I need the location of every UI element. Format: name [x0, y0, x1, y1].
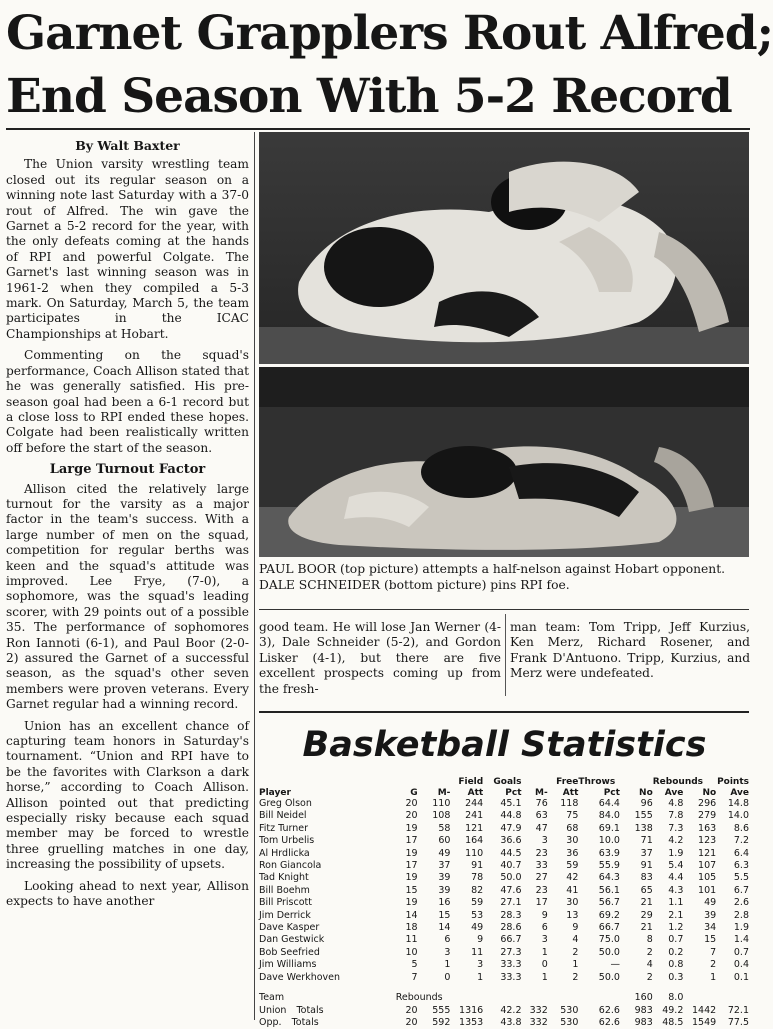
- player-name: Jim Derrick: [259, 910, 396, 922]
- totals-cell: 72.1: [716, 1005, 749, 1017]
- totals-team: Opp.: [259, 1017, 282, 1028]
- column-header: Pct: [578, 788, 620, 799]
- stat-cell: 7: [683, 947, 716, 959]
- player-name: Tom Urbelis: [259, 835, 396, 847]
- stat-cell: 84.0: [578, 810, 620, 822]
- player-name: Dave Werkhoven: [259, 972, 396, 984]
- team-rebounds-ave: 8.0: [653, 992, 684, 1004]
- stat-cell: 9: [522, 910, 548, 922]
- totals-word: Totals: [296, 1005, 323, 1016]
- totals-cell: 48.5: [653, 1017, 684, 1029]
- stat-cell: 59: [548, 860, 579, 872]
- wrestling-photo-bottom: [259, 367, 749, 557]
- column-header: Pct: [483, 788, 521, 799]
- stat-cell: 64.3: [578, 872, 620, 884]
- stat-cell: 16: [418, 897, 451, 909]
- stat-cell: 0: [522, 959, 548, 971]
- totals-cell: 42.2: [483, 1005, 521, 1017]
- stat-cell: 91: [450, 860, 483, 872]
- stat-cell: 107: [683, 860, 716, 872]
- stat-cell: 10: [396, 947, 418, 959]
- stat-cell: 2.6: [716, 897, 749, 909]
- stat-cell: 23: [522, 848, 548, 860]
- stat-cell: 10.0: [578, 835, 620, 847]
- stat-cell: 63.9: [578, 848, 620, 860]
- player-name: Bill Boehm: [259, 885, 396, 897]
- stat-cell: 0.3: [653, 972, 684, 984]
- table-row: [259, 972, 749, 984]
- stat-cell: 21: [620, 922, 653, 934]
- stat-cell: 2: [548, 947, 579, 959]
- stat-cell: 0: [418, 972, 451, 984]
- stat-cell: 0.1: [716, 972, 749, 984]
- stat-cell: 8: [620, 934, 653, 946]
- stat-cell: 71: [620, 835, 653, 847]
- totals-cell: 1549: [683, 1017, 716, 1029]
- stat-cell: 15: [683, 934, 716, 946]
- totals-cell: 530: [548, 1005, 579, 1017]
- stat-cell: 3: [522, 934, 548, 946]
- stat-cell: 7.2: [716, 835, 749, 847]
- table-row: [259, 835, 749, 847]
- totals-label: [259, 1005, 396, 1017]
- totals-cell: 1316: [450, 1005, 483, 1017]
- stats-header-row: [259, 788, 749, 799]
- stat-cell: 59: [450, 897, 483, 909]
- stat-cell: 41: [548, 885, 579, 897]
- stat-cell: 6: [418, 934, 451, 946]
- stat-cell: 121: [683, 848, 716, 860]
- stat-cell: 49: [683, 897, 716, 909]
- totals-cell: 43.8: [483, 1017, 521, 1029]
- stat-cell: 4.3: [653, 885, 684, 897]
- stat-cell: 7: [396, 972, 418, 984]
- stat-cell: 20: [396, 810, 418, 822]
- table-row: [259, 860, 749, 872]
- totals-label: [259, 1017, 396, 1029]
- stat-cell: 110: [450, 848, 483, 860]
- table-row: [259, 798, 749, 810]
- column-header: M-: [418, 788, 451, 799]
- stat-cell: 1: [683, 972, 716, 984]
- team-rebounds-row: [259, 992, 749, 1004]
- headline-rule: [6, 128, 750, 130]
- totals-team: Union: [259, 1005, 286, 1016]
- player-name: Dan Gestwick: [259, 934, 396, 946]
- stat-cell: 20: [396, 798, 418, 810]
- stat-cell: 15: [418, 910, 451, 922]
- stat-cell: —: [578, 959, 620, 971]
- stat-cell: 42: [548, 872, 579, 884]
- article-paragraph: good team. He will lose Jan Werner (4-3), Dale Schneider (5-2), and Gordon Lisker (4-1), but there are five excellent prospects coming up from the fresh-: [259, 620, 501, 697]
- stat-cell: 241: [450, 810, 483, 822]
- totals-row: [259, 1017, 749, 1029]
- stat-cell: 55.9: [578, 860, 620, 872]
- player-name: Ron Giancola: [259, 860, 396, 872]
- stat-cell: 75: [548, 810, 579, 822]
- article-paragraph: Commenting on the squad's performance, Coach Allison stated that he was generally satisfied. His pre-season goal had been a 6-1 record but a close loss to RPI ended these hopes. Colgate had been realistically written off before the start of the season.: [6, 348, 249, 456]
- header-group-rebounds: Rebounds: [653, 777, 684, 788]
- table-row: [259, 910, 749, 922]
- stats-title: Basketball Statistics: [262, 717, 747, 773]
- stat-cell: 2: [620, 947, 653, 959]
- table-row: [259, 922, 749, 934]
- stat-cell: 4: [620, 959, 653, 971]
- stat-cell: 9: [548, 922, 579, 934]
- totals-cell: 555: [418, 1005, 451, 1017]
- stat-cell: 101: [683, 885, 716, 897]
- stat-cell: 23: [522, 885, 548, 897]
- article-continued-column: [510, 620, 750, 682]
- stat-cell: 1.1: [653, 897, 684, 909]
- stat-cell: 0.7: [716, 947, 749, 959]
- stat-cell: 13: [548, 910, 579, 922]
- stat-cell: 39: [418, 872, 451, 884]
- stat-cell: 53: [450, 910, 483, 922]
- stat-cell: 33.3: [483, 972, 521, 984]
- totals-cell: 62.6: [578, 1005, 620, 1017]
- stat-cell: 19: [396, 897, 418, 909]
- table-row: [259, 810, 749, 822]
- stat-cell: 5: [396, 959, 418, 971]
- stat-cell: 0.8: [653, 959, 684, 971]
- totals-cell: 49.2: [653, 1005, 684, 1017]
- stat-cell: 5.5: [716, 872, 749, 884]
- stat-cell: 164: [450, 835, 483, 847]
- stat-cell: 49: [418, 848, 451, 860]
- wrestling-photo-bottom-image: [259, 367, 749, 557]
- stat-cell: 60: [418, 835, 451, 847]
- totals-cell: 1442: [683, 1005, 716, 1017]
- totals-cell: 530: [548, 1017, 579, 1029]
- totals-cell: 983: [620, 1017, 653, 1029]
- stat-cell: 123: [683, 835, 716, 847]
- player-name: Jim Williams: [259, 959, 396, 971]
- stat-cell: 17: [396, 860, 418, 872]
- stat-cell: 19: [396, 848, 418, 860]
- stat-cell: 45.1: [483, 798, 521, 810]
- article-paragraph: Allison cited the relatively large turnout for the varsity as a major factor in the team's success. With a large number of men on the squad, competition for regular berths was keen and the squad's attitude was improved. Lee Frye, (7-0), a sophomore, was the squad's leading scorer, with 29 points out of a possible 35. The performance of sophomores Ron Iannoti (6-1), and Paul Boor (2-0-2) assured the Garnet of a successful season, as the squad's other seven members were proven veterans. Every Garnet regular had a winning record.: [6, 482, 249, 713]
- stat-cell: 64.4: [578, 798, 620, 810]
- totals-cell: 20: [396, 1005, 418, 1017]
- stat-cell: 27.3: [483, 947, 521, 959]
- photo-caption: [259, 562, 749, 593]
- stat-cell: 65: [620, 885, 653, 897]
- column-divider: [254, 132, 255, 1020]
- stat-cell: 21: [620, 897, 653, 909]
- stat-cell: 19: [396, 823, 418, 835]
- stat-cell: 19: [396, 872, 418, 884]
- stat-cell: 279: [683, 810, 716, 822]
- totals-cell: 62.6: [578, 1017, 620, 1029]
- stats-table-wrapper: [259, 777, 749, 1029]
- stat-cell: 0.4: [716, 959, 749, 971]
- caption-text: PAUL BOOR (top picture) attempts a half-nelson against Hobart opponent. DALE SCHNEIDER (bottom picture) pins RPI foe.: [259, 562, 749, 593]
- article-paragraph: man team: Tom Tripp, Jeff Kurzius, Ken Merz, Richard Rosener, and Frank D'Antuono. Tripp, Kurzius, and Merz were undefeated.: [510, 620, 750, 682]
- stat-cell: 37: [418, 860, 451, 872]
- player-name: Bill Neidel: [259, 810, 396, 822]
- headline-line-2: End Season With 5-2 Record: [6, 65, 751, 128]
- table-row: [259, 959, 749, 971]
- stat-cell: 1.2: [653, 922, 684, 934]
- player-name: Tad Knight: [259, 872, 396, 884]
- table-row: [259, 947, 749, 959]
- player-name: Dave Kasper: [259, 922, 396, 934]
- wrestling-photo-top-image: [259, 132, 749, 364]
- stat-cell: 18: [396, 922, 418, 934]
- table-row: [259, 885, 749, 897]
- byline: By Walt Baxter: [6, 138, 249, 153]
- player-name: Al Hrdlicka: [259, 848, 396, 860]
- header-group-goals: Goals: [483, 777, 521, 788]
- stats-header-group-row: [259, 777, 749, 788]
- stat-cell: 4.2: [653, 835, 684, 847]
- stat-cell: 17: [522, 897, 548, 909]
- column-header: M-: [522, 788, 548, 799]
- stat-cell: 14.8: [716, 798, 749, 810]
- totals-word: Totals: [292, 1017, 319, 1028]
- stat-cell: 36: [548, 848, 579, 860]
- stat-cell: 7.3: [653, 823, 684, 835]
- stat-cell: 33.3: [483, 959, 521, 971]
- column-divider: [505, 614, 506, 696]
- stat-cell: 50.0: [578, 972, 620, 984]
- stats-rule: [259, 711, 749, 713]
- stat-cell: 58: [418, 823, 451, 835]
- stat-cell: 3: [418, 947, 451, 959]
- stat-cell: 6.7: [716, 885, 749, 897]
- stat-cell: 96: [620, 798, 653, 810]
- stats-table: [259, 777, 749, 1029]
- subhead: Large Turnout Factor: [6, 462, 249, 477]
- stat-cell: 3: [522, 835, 548, 847]
- stat-cell: 108: [418, 810, 451, 822]
- table-row: [259, 897, 749, 909]
- stat-cell: 40.7: [483, 860, 521, 872]
- player-name: Bob Seefried: [259, 947, 396, 959]
- table-row: [259, 872, 749, 884]
- table-row: [259, 823, 749, 835]
- headline: [6, 2, 751, 128]
- stat-cell: 105: [683, 872, 716, 884]
- table-row: [259, 848, 749, 860]
- stat-cell: 69.2: [578, 910, 620, 922]
- totals-row: [259, 1005, 749, 1017]
- totals-cell: 332: [522, 1017, 548, 1029]
- stat-cell: 11: [450, 947, 483, 959]
- totals-cell: 592: [418, 1017, 451, 1029]
- stat-cell: 0.2: [653, 947, 684, 959]
- stat-cell: 121: [450, 823, 483, 835]
- stat-cell: 2.1: [653, 910, 684, 922]
- stat-cell: 14.0: [716, 810, 749, 822]
- stat-cell: 2: [620, 972, 653, 984]
- totals-cell: 20: [396, 1017, 418, 1029]
- stat-cell: 76: [522, 798, 548, 810]
- header-group-points: Points: [716, 777, 749, 788]
- stat-cell: 29: [620, 910, 653, 922]
- stat-cell: 39: [683, 910, 716, 922]
- stat-cell: 1: [522, 947, 548, 959]
- stat-cell: 1: [548, 959, 579, 971]
- stat-cell: 83: [620, 872, 653, 884]
- article-paragraph: The Union varsity wrestling team closed out its regular season on a winning note last Saturday with a 37-0 rout of Alfred. The win gave the Garnet a 5-2 record for the year, with the only defeats coming at the hands of RPI and powerful Colgate. The Garnet's last winning season was in 1961-2 when they compiled a 5-3 mark. On Saturday, March 5, the team participates in the ICAC Championships at Hobart.: [6, 157, 249, 342]
- stat-cell: 82: [450, 885, 483, 897]
- headline-line-1: Garnet Grapplers Rout Alfred;: [6, 2, 751, 65]
- header-group-throws: Throws: [578, 777, 620, 788]
- stat-cell: 56.1: [578, 885, 620, 897]
- stat-cell: 63: [522, 810, 548, 822]
- stat-cell: 2: [548, 972, 579, 984]
- stat-cell: 163: [683, 823, 716, 835]
- stat-cell: 1: [450, 972, 483, 984]
- stat-cell: 11: [396, 934, 418, 946]
- stat-cell: 69.1: [578, 823, 620, 835]
- stat-cell: 1: [522, 972, 548, 984]
- stat-cell: 34: [683, 922, 716, 934]
- stat-cell: 44.8: [483, 810, 521, 822]
- stat-cell: 2: [683, 959, 716, 971]
- stat-cell: 244: [450, 798, 483, 810]
- column-header: No: [683, 788, 716, 799]
- stat-cell: 27: [522, 872, 548, 884]
- stat-cell: 4: [548, 934, 579, 946]
- stat-cell: 2.8: [716, 910, 749, 922]
- stat-cell: 27.1: [483, 897, 521, 909]
- stat-cell: 118: [548, 798, 579, 810]
- stat-cell: 66.7: [483, 934, 521, 946]
- column-header: Att: [548, 788, 579, 799]
- rebounds-label: Rebounds: [396, 992, 484, 1004]
- stat-cell: 7.8: [653, 810, 684, 822]
- stat-cell: 14: [418, 922, 451, 934]
- totals-cell: 1353: [450, 1017, 483, 1029]
- player-name: Greg Olson: [259, 798, 396, 810]
- stat-cell: 78: [450, 872, 483, 884]
- stat-cell: 5.4: [653, 860, 684, 872]
- stat-cell: 47: [522, 823, 548, 835]
- column-header: No: [620, 788, 653, 799]
- stat-cell: 6: [522, 922, 548, 934]
- stat-cell: 75.0: [578, 934, 620, 946]
- stat-cell: 56.7: [578, 897, 620, 909]
- stat-cell: 68: [548, 823, 579, 835]
- column-header: G: [396, 788, 418, 799]
- article-paragraph: Looking ahead to next year, Allison expects to have another: [6, 879, 249, 910]
- stat-cell: 47.9: [483, 823, 521, 835]
- stat-cell: 1.9: [653, 848, 684, 860]
- stat-cell: 15: [396, 885, 418, 897]
- stat-cell: 39: [418, 885, 451, 897]
- stat-cell: 155: [620, 810, 653, 822]
- stat-cell: 6.3: [716, 860, 749, 872]
- header-group-free: Free: [548, 777, 579, 788]
- stat-cell: 30: [548, 897, 579, 909]
- stats-body: [259, 798, 749, 984]
- stat-cell: 0.7: [653, 934, 684, 946]
- column-header: Ave: [653, 788, 684, 799]
- article-paragraph: Union has an excellent chance of capturing team honors in Saturday's tournament. “Union and RPI have to be the favorites with Clarkson a dark horse,” according to Coach Allison. Allison pointed out that predicting especially risky because each squad member may be forced to wrestle three gruelling matches in one day, increasing the possibility of upsets.: [6, 719, 249, 873]
- stat-cell: 30: [548, 835, 579, 847]
- stat-cell: 44.5: [483, 848, 521, 860]
- stat-cell: 47.6: [483, 885, 521, 897]
- stat-cell: 28.3: [483, 910, 521, 922]
- stat-cell: 14: [396, 910, 418, 922]
- totals-cell: 77.5: [716, 1017, 749, 1029]
- caption-rule: [259, 609, 749, 610]
- totals-cell: 983: [620, 1005, 653, 1017]
- stat-cell: 17: [396, 835, 418, 847]
- stat-cell: 138: [620, 823, 653, 835]
- stat-cell: 91: [620, 860, 653, 872]
- stat-cell: 37: [620, 848, 653, 860]
- stat-cell: 49: [450, 922, 483, 934]
- column-header: Att: [450, 788, 483, 799]
- totals-body: [259, 1005, 749, 1029]
- stat-cell: 4.8: [653, 798, 684, 810]
- stat-cell: 8.6: [716, 823, 749, 835]
- team-rebounds-no: 160: [620, 992, 653, 1004]
- stat-cell: 1.9: [716, 922, 749, 934]
- stat-cell: 9: [450, 934, 483, 946]
- wrestling-photo-top: [259, 132, 749, 364]
- column-header: Player: [259, 788, 396, 799]
- stat-cell: 3: [450, 959, 483, 971]
- stat-cell: 66.7: [578, 922, 620, 934]
- stat-cell: 33: [522, 860, 548, 872]
- stat-cell: 110: [418, 798, 451, 810]
- article-column: [6, 138, 249, 916]
- stat-cell: 296: [683, 798, 716, 810]
- stats-spacer: [259, 984, 749, 992]
- stat-cell: 1: [418, 959, 451, 971]
- stat-cell: 36.6: [483, 835, 521, 847]
- table-row: [259, 934, 749, 946]
- stat-cell: 1.4: [716, 934, 749, 946]
- team-label: Team: [259, 992, 396, 1004]
- player-name: Fitz Turner: [259, 823, 396, 835]
- column-header: Ave: [716, 788, 749, 799]
- article-continued-column: [259, 620, 501, 697]
- stat-cell: 4.4: [653, 872, 684, 884]
- stat-cell: 50.0: [483, 872, 521, 884]
- player-name: Bill Priscott: [259, 897, 396, 909]
- header-group-field: Field: [450, 777, 483, 788]
- stat-cell: 50.0: [578, 947, 620, 959]
- totals-cell: 332: [522, 1005, 548, 1017]
- stat-cell: 28.6: [483, 922, 521, 934]
- stat-cell: 6.4: [716, 848, 749, 860]
